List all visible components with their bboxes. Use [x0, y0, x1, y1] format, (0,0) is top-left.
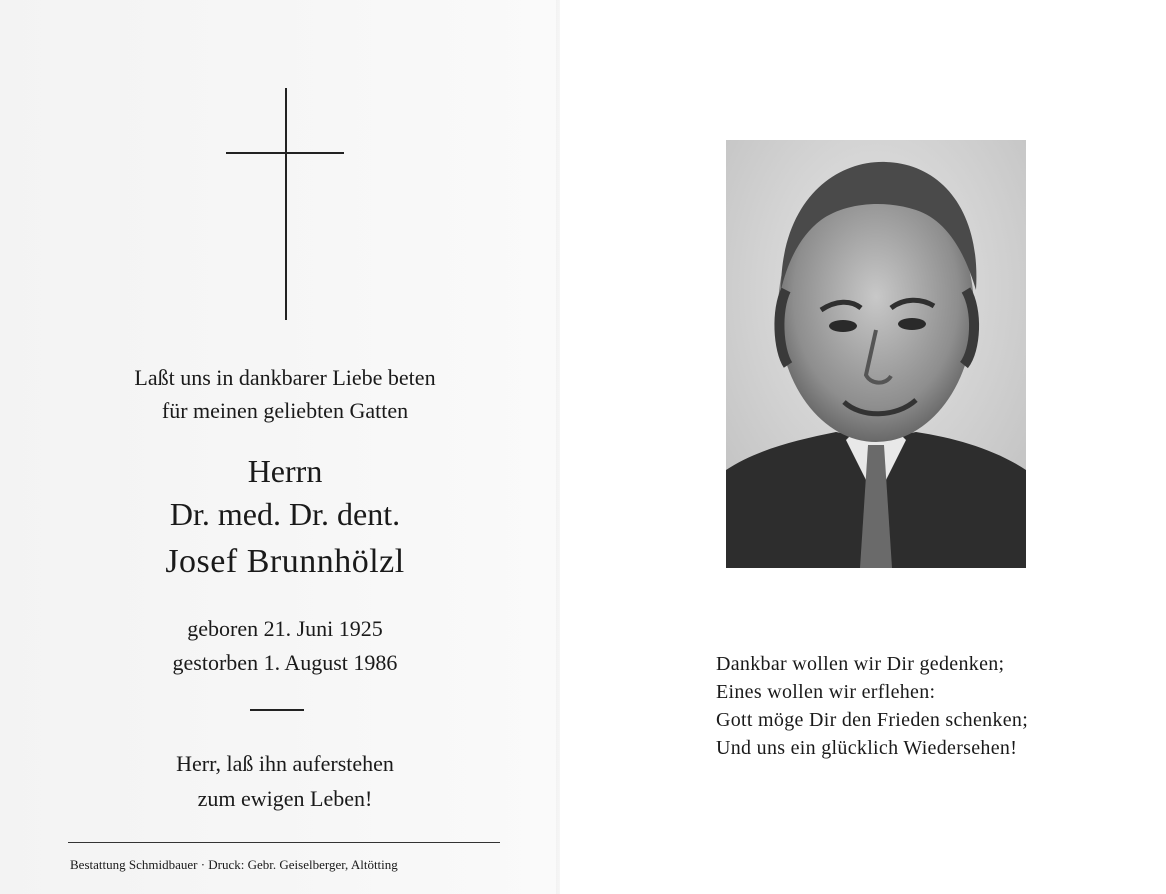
academic-title: Dr. med. Dr. dent.	[169, 496, 401, 532]
intro-line-2: für meinen geliebten Gatten	[161, 398, 409, 423]
prayer-line-1: Herr, laß ihn auferstehen	[176, 751, 394, 776]
death-date: gestorben 1. August 1986	[172, 650, 398, 675]
poem-line-4: Und uns ein glücklich Wiedersehen!	[716, 737, 1018, 759]
birth-date: geboren 21. Juni 1925	[187, 616, 383, 641]
poem-line-1: Dankbar wollen wir Dir gedenken;	[716, 653, 1005, 675]
deceased-name: Josef Brunnhölzl	[165, 543, 405, 580]
footer-rule	[68, 842, 500, 843]
poem-line-2: Eines wollen wir erflehen:	[716, 681, 936, 703]
portrait-photo	[726, 140, 1026, 568]
prayer-line-2: zum ewigen Leben!	[197, 786, 373, 811]
printer-credit: Bestattung Schmidbauer · Druck: Gebr. Geiselberger, Altötting	[70, 857, 398, 872]
divider	[250, 709, 304, 711]
intro-line-1: Laßt uns in dankbarer Liebe beten	[134, 365, 436, 390]
cross-icon	[285, 88, 287, 320]
poem	[716, 650, 1136, 762]
salutation: Herrn	[247, 453, 323, 489]
cross-icon-bar	[226, 152, 344, 154]
left-page	[0, 0, 560, 894]
poem-line-3: Gott möge Dir den Frieden schenken;	[716, 709, 1029, 731]
